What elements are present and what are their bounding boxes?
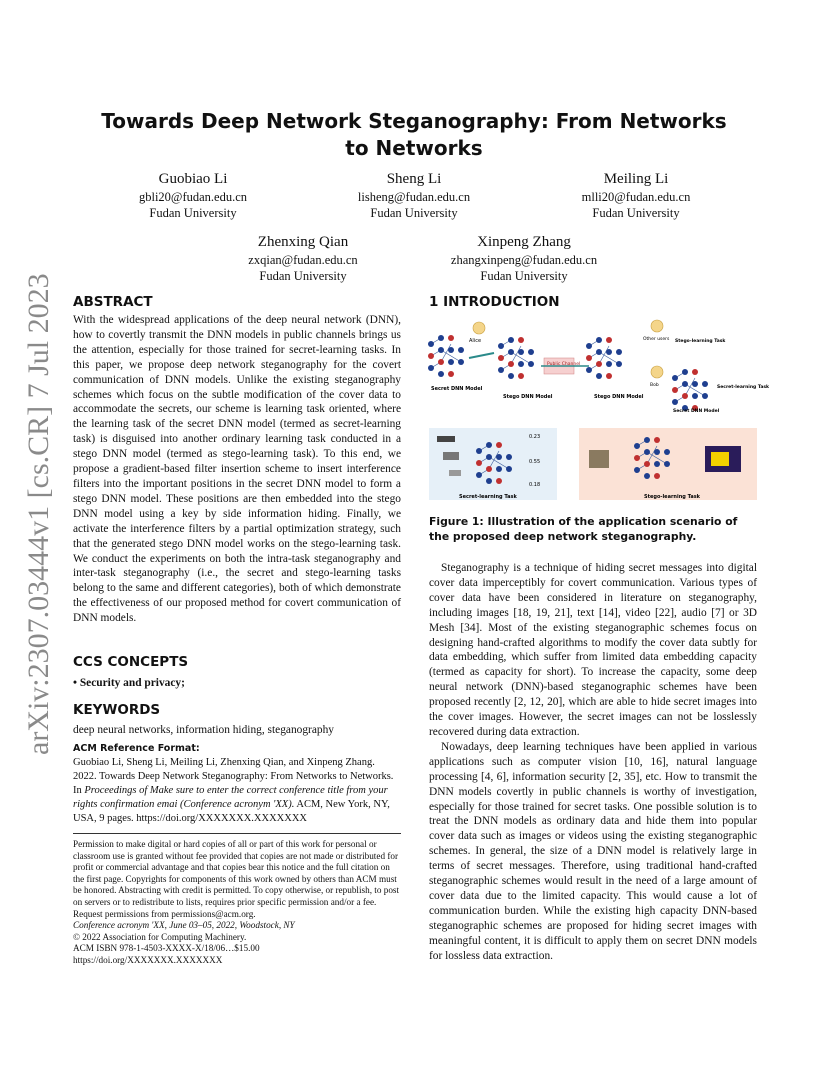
acm-ref-heading: ACM Reference Format: — [73, 743, 200, 754]
label-public-channel: Public Channel — [547, 362, 581, 367]
keywords-section — [73, 701, 401, 738]
arxiv-stamp — [10, 273, 58, 760]
label-bob: Bob — [650, 383, 659, 388]
permission-doi: https://doi.org/XXXXXXX.XXXXXXX — [73, 954, 223, 965]
author-name: Zhenxing Qian — [257, 234, 349, 250]
alice-icon — [473, 322, 485, 334]
permission-text: Permission to make digital or hard copies of all or part of this work for personal or classroom use is granted without fee provided that copies are not made or distributed for profit or commercial advantage and that copies bear this notice and the full citation on the first page. Copyrights for components of this work owned by others than ACM must be honored. Abstracting with credit is permitted. To copy otherwise, or republish, to post on servers or to redistribute to lists, requires prior specific permission and/or a fee. Request permissions from permissions@acm.org. — [73, 839, 400, 919]
author-1 — [83, 170, 303, 221]
label-stego-task-top: Stego-learning Task — [675, 339, 726, 344]
ccs-item: • Security and privacy; — [73, 677, 185, 689]
label-stego-dnn-1: Stego DNN Model — [503, 394, 553, 400]
keywords-text: deep neural networks, information hiding, steganography — [73, 724, 334, 736]
ccs-heading: CCS CONCEPTS — [73, 654, 189, 670]
author-email: mlli20@fudan.edu.cn — [581, 190, 691, 204]
author-affiliation: Fudan University — [259, 269, 347, 283]
stego-dnn-network-alice — [498, 337, 534, 379]
author-email: lisheng@fudan.edu.cn — [357, 190, 471, 204]
secret-dnn-network — [428, 335, 464, 377]
fighter-icon — [449, 470, 461, 476]
divider — [73, 833, 401, 834]
permission-isbn: ACM ISBN 978-1-4503-XXXX-X/18/06…$15.00 — [73, 943, 260, 954]
arrow-icon — [469, 353, 494, 358]
author-name: Xinpeng Zhang — [477, 234, 571, 250]
author-name: Guobiao Li — [158, 171, 228, 187]
keywords-heading: KEYWORDS — [73, 702, 161, 718]
author-affiliation: Fudan University — [480, 269, 568, 283]
author-2 — [304, 170, 524, 221]
label-secret-dnn-right: Secret DNN Model — [673, 409, 720, 414]
label-stego-task: Stego-learning Task — [644, 494, 701, 500]
author-3 — [526, 170, 746, 221]
arxiv-id: arXiv:2307.03444v1 [cs.CR] 7 Jul 2023 — [22, 273, 55, 755]
label-alice: Alice — [469, 338, 482, 344]
acm-ref-line2: ACM, New York, NY, USA, 9 pages. https://doi.org/XXXXXXX.XXXXXXX — [73, 799, 390, 824]
stego-dnn-network-received — [586, 337, 622, 379]
acm-ref-text — [73, 756, 401, 826]
label-stego-dnn-2: Stego DNN Model — [594, 394, 644, 400]
author-affiliation: Fudan University — [149, 206, 237, 220]
paper-title: Towards Deep Network Steganography: From Networks to Networks — [101, 109, 727, 160]
dog-photo-icon — [589, 450, 609, 468]
label-other-users: Other users — [643, 337, 670, 342]
score-1: 0.23 — [529, 434, 541, 440]
author-5 — [414, 233, 634, 284]
figure-caption: Figure 1: Illustration of the application scenario of the proposed deep network steganography. — [429, 515, 738, 543]
label-secret-task: Secret-learning Task — [459, 494, 517, 500]
score-2: 0.55 — [529, 459, 541, 465]
author-email: gbli20@fudan.edu.cn — [138, 190, 247, 204]
author-name: Meiling Li — [603, 171, 669, 187]
acm-ref-line1: Guobiao Li, Sheng Li, Meiling Li, Zhenxing Qian, and Xinpeng Zhang. 2022. Towards Deep Network Steganography: From Networks to Networks. In — [73, 757, 394, 796]
author-email: zhangxinpeng@fudan.edu.cn — [450, 253, 598, 267]
other-users-icon — [651, 320, 663, 332]
intro-paragraph-1: Steganography is a technique of hiding secret messages into digital cover data imperceptibly for covert communication. Various types of cover data have been considered in literature on steganography, including images [18, 19, 21], text [14], video [22], audio [7] or 3D Mesh [34]. Most of the existing steganographic schemes focus on designing hand-crafted algorithms to modify the cover data subtly for data embedding, which suffer from limited data embedding capacity (termed as capacity for short). To increase the capacity, some deep neural network (DNN)-based steganographic schemes have been proposed recently [2, 12, 20], which are able to hide secret images into the cover images. However, the secret images can not be losslessly recovered during data extraction. — [429, 562, 757, 738]
author-name: Sheng Li — [386, 171, 442, 187]
intro-heading: 1 INTRODUCTION — [429, 294, 560, 310]
author-affiliation: Fudan University — [592, 206, 680, 220]
plane-icon — [443, 452, 459, 460]
acm-ref-venue: Proceedings of Make sure to enter the correct conference title from your rights confirmation emai (Conference acronym 'XX). — [73, 785, 388, 810]
intro-paragraph-2: Nowadays, deep learning techniques have been applied in various applications such as computer vision [10, 16], natural language processing [4, 6], information security [2, 35], etc. How to transmit the DNN models covertly in public channels is worthy of investigation, especially for those trained for secret tasks. One possible solution is to treat the DNN models as ordinary data and hide them into popular cover data such as images or videos using the existing steganographic schemes. In general, the size of a DNN model is relatively large in terms of secret messages. Therefore, using traditional hand-crafted steganographic schemes would result in the need of a large amount of cover data due to the limited capacity. This would cause a lot of communication burden. While the existing high capacity DNN-based steganographic schemes are proposed for hiding secret images with meaningful content, it is difficult to apply them on secret DNN models for lossless data extraction. — [429, 740, 757, 962]
secret-dnn-network-bob — [672, 369, 708, 411]
abstract-text: With the widespread applications of the deep neural network (DNN), how to covertly transmit the DNN models in public channels brings us the attention, especially for those trained for secret-learning tasks. In this paper, we propose deep network steganography for the covert communication of DNN models. Unlike the existing steganography schemes which focus on the subtle modification of the cover data to accommodate the secrets, our scheme is learning task oriented, where the learning task of the secret DNN model (termed as secret-learning task) is disguised into another ordinary learning task conducted in a stego DNN model (termed as stego-learning task). To this end, we propose a gradient-based filter insertion scheme to insert interference filters into the important positions in the secret DNN model to form a stego DNN model. These positions are then embedded into the stego DNN model using a key by side information hiding. Finally, we activate the interference filters by a partial optimization strategy, such that the generated stego DNN model works on the stego-learning task. We conduct the experiments on both the intra-task steganography and inter-task steganography (i.e., the secret and stego-learning tasks belong to the same and different categories), both of which demonstrate the effectiveness of our proposed method for covert communication of DNN models. — [73, 314, 401, 625]
bob-icon — [651, 366, 663, 378]
abstract-section — [73, 293, 401, 626]
permission-notice — [73, 839, 401, 967]
permission-conf: Conference acronym 'XX, June 03–05, 2022, Woodstock, NY — [73, 920, 295, 931]
author-affiliation: Fudan University — [370, 206, 458, 220]
permission-copyright: © 2022 Association for Computing Machinery. — [73, 931, 247, 942]
mask-shape-icon — [711, 452, 729, 466]
label-secret-task-right: Secret-learning Task — [717, 385, 770, 390]
author-email: zxqian@fudan.edu.cn — [248, 253, 358, 267]
intro-body — [429, 561, 757, 963]
score-3: 0.18 — [529, 482, 541, 488]
intro-heading-wrap — [429, 293, 757, 311]
author-4 — [193, 233, 413, 284]
rifle-icon — [437, 436, 455, 442]
figure-1 — [429, 318, 770, 508]
acm-reference — [73, 743, 401, 826]
ccs-section — [73, 653, 401, 691]
label-secret-dnn: Secret DNN Model — [431, 386, 483, 392]
abstract-heading: ABSTRACT — [73, 294, 153, 310]
